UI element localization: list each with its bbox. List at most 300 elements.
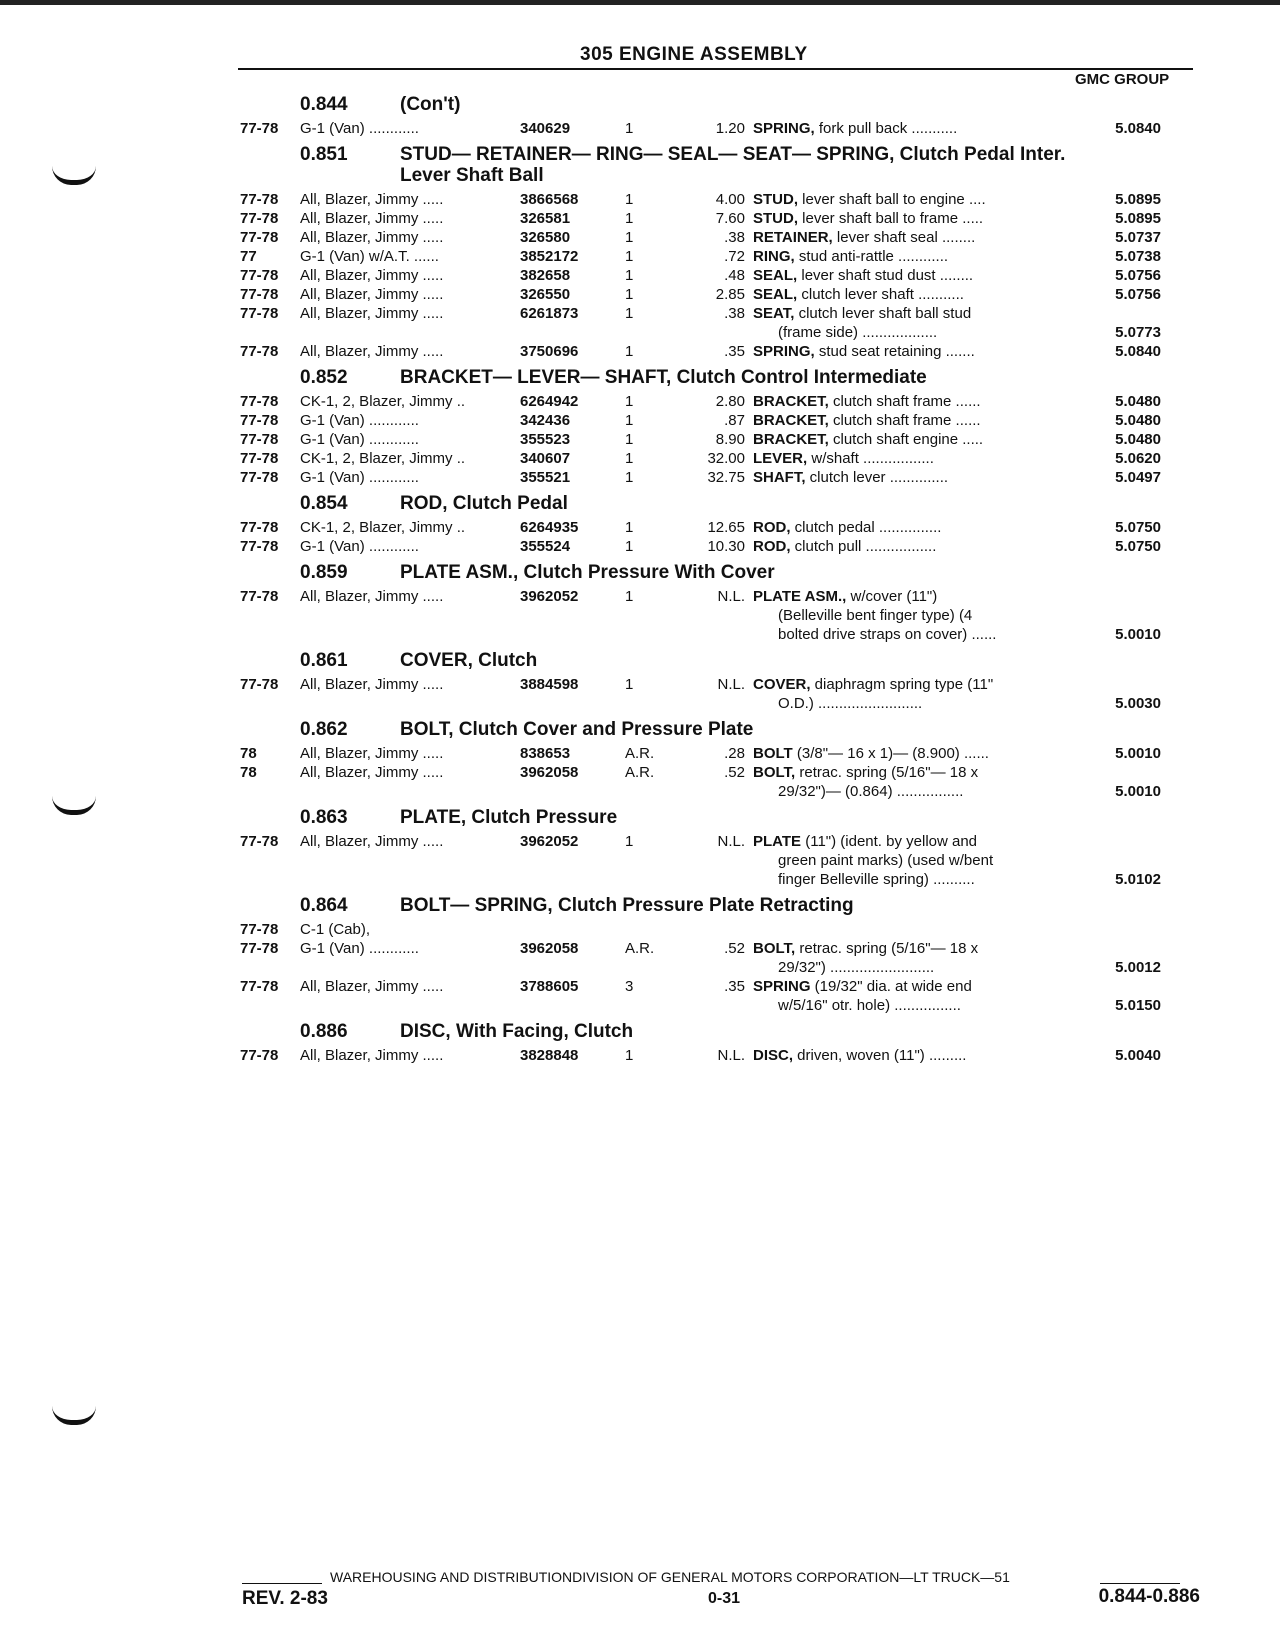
list-price: N.L.	[717, 588, 745, 605]
quantity: 1	[625, 393, 634, 410]
catalog-group: 5.0012	[1115, 959, 1161, 976]
model-applicability: G-1 (Van) ............	[300, 940, 419, 957]
part-number: 3962058	[520, 764, 579, 781]
quantity: 1	[625, 248, 634, 265]
list-price: 32.75	[707, 469, 745, 486]
list-price: 7.60	[715, 210, 745, 227]
part-row	[240, 744, 1200, 763]
list-price: 1.20	[715, 120, 745, 137]
section-heading	[240, 562, 1200, 583]
part-row	[240, 411, 1200, 430]
part-number: 838653	[520, 745, 571, 762]
catalog-group: 5.0840	[1115, 343, 1161, 360]
year-range: 77-78	[240, 286, 279, 303]
section	[240, 493, 1200, 556]
list-price: 2.80	[715, 393, 745, 410]
description-text: retrac. spring (5/16"— 18 x 29/32") .........................	[778, 940, 979, 976]
part-name: SEAL,	[753, 286, 798, 303]
quantity: 1	[625, 519, 634, 536]
part-name: SPRING	[753, 978, 811, 995]
quantity: 3	[625, 978, 634, 995]
year-range: 77-78	[240, 921, 279, 938]
quantity: A.R.	[625, 764, 655, 781]
description-text: clutch shaft frame ......	[828, 412, 981, 429]
section	[240, 895, 1200, 1015]
section-title: DISC, With Facing, Clutch	[400, 1021, 634, 1042]
catalog-group: 5.0497	[1115, 469, 1161, 486]
list-price: 10.30	[707, 538, 745, 555]
quantity: A.R.	[625, 940, 655, 957]
model-applicability: G-1 (Van) ............	[300, 431, 419, 448]
section-title: PLATE ASM., Clutch Pressure With Cover	[400, 562, 775, 583]
quantity: A.R.	[625, 745, 655, 762]
list-price: N.L.	[717, 1047, 745, 1064]
description-text: w/cover (11") (Belleville bent finger type) (4 bolted drive straps on cover) ......	[778, 588, 997, 643]
quantity: 1	[625, 210, 634, 227]
description-text: clutch pedal ...............	[790, 519, 942, 536]
model-applicability: All, Blazer, Jimmy .....	[300, 764, 444, 781]
quantity: 1	[625, 305, 634, 322]
model-applicability: All, Blazer, Jimmy .....	[300, 343, 444, 360]
description-text: stud anti-rattle ............	[794, 248, 949, 265]
part-row	[240, 266, 1200, 285]
description-text: fork pull back ...........	[814, 120, 958, 137]
section-number: 0.864	[300, 895, 348, 916]
model-applicability: CK-1, 2, Blazer, Jimmy ..	[300, 450, 466, 467]
section-number: 0.863	[300, 807, 348, 828]
part-row	[240, 518, 1200, 537]
description-text: clutch lever shaft ball stud (frame side) ..................	[778, 305, 972, 341]
description-text: stud seat retaining .......	[814, 343, 975, 360]
quantity	[625, 920, 675, 939]
list-price: 32.00	[707, 450, 745, 467]
part-number: 6261873	[520, 305, 579, 322]
year-range: 77	[240, 248, 257, 265]
list-price: .35	[724, 343, 745, 360]
section-number: 0.861	[300, 650, 348, 671]
quantity: 1	[625, 431, 634, 448]
catalog-group: 5.0773	[1115, 324, 1161, 341]
binder-hole-mark	[52, 796, 96, 815]
section-number: 0.844	[300, 94, 348, 115]
part-name: PLATE	[753, 833, 802, 850]
section	[240, 367, 1200, 487]
model-applicability: All, Blazer, Jimmy .....	[300, 267, 444, 284]
description-text: retrac. spring (5/16"— 18 x 29/32")— (0.864) ................	[778, 764, 979, 800]
part-description	[753, 518, 1071, 537]
part-number: 3884598	[520, 676, 579, 693]
model-applicability: All, Blazer, Jimmy .....	[300, 305, 444, 322]
section-number: 0.886	[300, 1021, 348, 1042]
part-row	[240, 392, 1200, 411]
section-title: BRACKET— LEVER— SHAFT, Clutch Control Intermediate	[400, 367, 927, 388]
model-applicability: All, Blazer, Jimmy .....	[300, 210, 444, 227]
part-row	[240, 304, 1200, 342]
catalog-group: 5.0040	[1115, 1047, 1161, 1064]
catalog-group: 5.0750	[1115, 538, 1161, 555]
model-applicability: All, Blazer, Jimmy .....	[300, 588, 444, 605]
part-row	[240, 832, 1200, 889]
quantity: 1	[625, 343, 634, 360]
list-price: N.L.	[717, 676, 745, 693]
revision-label: REV. 2-83	[242, 1588, 328, 1609]
part-description	[753, 675, 1071, 713]
section-title: PLATE, Clutch Pressure	[400, 807, 618, 828]
list-price: 12.65	[707, 519, 745, 536]
year-range: 77-78	[240, 393, 279, 410]
section-heading	[240, 94, 1200, 115]
part-number: 3962052	[520, 833, 579, 850]
model-applicability: G-1 (Van) ............	[300, 469, 419, 486]
list-price: N.L.	[717, 833, 745, 850]
model-applicability: CK-1, 2, Blazer, Jimmy ..	[300, 393, 466, 410]
part-number: 326580	[520, 229, 571, 246]
year-range: 77-78	[240, 588, 279, 605]
part-description	[753, 285, 1071, 304]
section-heading	[240, 895, 1200, 916]
model-applicability: All, Blazer, Jimmy .....	[300, 676, 444, 693]
description-text: driven, woven (11") .........	[793, 1047, 967, 1064]
binder-hole-mark	[52, 1406, 96, 1425]
part-name: RETAINER,	[753, 229, 833, 246]
section-title: (Con't)	[400, 94, 461, 115]
description-text: (11") (ident. by yellow and green paint marks) (used w/bent finger Belleville spring) ..........	[778, 833, 994, 888]
year-range: 77-78	[240, 1047, 279, 1064]
part-number: 3750696	[520, 343, 579, 360]
year-range: 77-78	[240, 191, 279, 208]
part-row	[240, 977, 1200, 1015]
part-description	[753, 119, 1071, 138]
section	[240, 562, 1200, 644]
description-text: clutch lever shaft ...........	[797, 286, 964, 303]
part-number: 3828848	[520, 1047, 579, 1064]
part-description	[753, 228, 1071, 247]
description-text: clutch pull .................	[790, 538, 937, 555]
part-description	[753, 266, 1071, 285]
part-row	[240, 763, 1200, 801]
year-range: 77-78	[240, 120, 279, 137]
list-price: .72	[724, 248, 745, 265]
parts-list	[240, 94, 1200, 1071]
model-applicability: G-1 (Van) ............	[300, 412, 419, 429]
section-title: COVER, Clutch	[400, 650, 538, 671]
section-heading	[240, 807, 1200, 828]
part-number: 326581	[520, 210, 571, 227]
part-number: 6264935	[520, 519, 579, 536]
quantity: 1	[625, 538, 634, 555]
part-name: RING,	[753, 248, 795, 265]
part-number	[520, 920, 625, 939]
year-range: 77-78	[240, 267, 279, 284]
part-description	[753, 1046, 1071, 1065]
part-row	[240, 1046, 1200, 1065]
description-text: diaphragm spring type (11" O.D.) .........................	[778, 676, 994, 712]
part-description	[753, 392, 1071, 411]
part-row	[240, 430, 1200, 449]
part-description	[753, 209, 1071, 228]
part-description	[753, 411, 1071, 430]
part-name: BOLT,	[753, 764, 796, 781]
part-row	[240, 209, 1200, 228]
part-name: BRACKET,	[753, 393, 829, 410]
list-price: 4.00	[715, 191, 745, 208]
footer-rule-left	[242, 1583, 322, 1584]
part-name: SEAL,	[753, 267, 798, 284]
part-name: BOLT,	[753, 940, 796, 957]
section	[240, 807, 1200, 889]
part-name: PLATE ASM.,	[753, 588, 847, 605]
quantity: 1	[625, 1047, 634, 1064]
catalog-group: 5.0030	[1115, 695, 1161, 712]
part-row	[240, 468, 1200, 487]
page-number: 0-31	[708, 1590, 741, 1607]
year-range: 77-78	[240, 229, 279, 246]
section-number: 0.854	[300, 493, 348, 514]
part-name: COVER,	[753, 676, 811, 693]
description-text: lever shaft ball to frame .....	[798, 210, 984, 227]
catalog-group: 5.0480	[1115, 393, 1161, 410]
part-row	[240, 285, 1200, 304]
list-price: .52	[724, 764, 745, 781]
model-applicability: G-1 (Van) ............	[300, 538, 419, 555]
description-text: w/shaft .................	[807, 450, 934, 467]
part-number: 340607	[520, 450, 571, 467]
part-number: 3852172	[520, 248, 579, 265]
part-number: 3788605	[520, 978, 579, 995]
section	[240, 1021, 1200, 1065]
model-applicability: All, Blazer, Jimmy .....	[300, 833, 444, 850]
binder-hole-mark	[52, 166, 96, 185]
year-range: 77-78	[240, 412, 279, 429]
section	[240, 94, 1200, 138]
list-price: 8.90	[715, 431, 745, 448]
part-description	[753, 247, 1071, 266]
list-price	[675, 920, 753, 939]
catalog-group: 5.0010	[1115, 783, 1161, 800]
model-applicability: G-1 (Van) ............	[300, 120, 419, 137]
part-row	[240, 247, 1200, 266]
part-row	[240, 342, 1200, 361]
section-title: STUD— RETAINER— RING— SEAL— SEAT— SPRING, Clutch Pedal Inter. Lever Shaft Ball	[400, 144, 1066, 186]
top-border	[0, 0, 1280, 5]
page-title: 305 ENGINE ASSEMBLY	[580, 44, 808, 65]
year-range: 77-78	[240, 343, 279, 360]
part-number: 382658	[520, 267, 571, 284]
part-row	[240, 228, 1200, 247]
model-applicability: CK-1, 2, Blazer, Jimmy ..	[300, 519, 466, 536]
catalog-group: 5.0480	[1115, 412, 1161, 429]
quantity: 1	[625, 833, 634, 850]
quantity: 1	[625, 469, 634, 486]
section-heading	[240, 719, 1200, 740]
part-name: BRACKET,	[753, 412, 829, 429]
part-row	[240, 939, 1200, 977]
list-price: .52	[724, 940, 745, 957]
part-description	[753, 430, 1071, 449]
year-range: 77-78	[240, 469, 279, 486]
catalog-group: 5.0102	[1115, 871, 1161, 888]
quantity: 1	[625, 412, 634, 429]
catalog-group: 5.0895	[1115, 210, 1161, 227]
list-price: .48	[724, 267, 745, 284]
section-title: BOLT— SPRING, Clutch Pressure Plate Retracting	[400, 895, 854, 916]
quantity: 1	[625, 120, 634, 137]
model-applicability: All, Blazer, Jimmy .....	[300, 286, 444, 303]
part-description	[753, 763, 1071, 801]
part-description	[753, 190, 1071, 209]
section-number: 0.851	[300, 144, 348, 165]
part-name: ROD,	[753, 519, 791, 536]
section-heading	[240, 650, 1200, 671]
catalog-group: 5.0840	[1115, 120, 1161, 137]
list-price: .87	[724, 412, 745, 429]
part-number: 6264942	[520, 393, 579, 410]
part-description	[753, 537, 1071, 556]
part-number: 3962058	[520, 940, 579, 957]
catalog-group: 5.0756	[1115, 286, 1161, 303]
description-text: lever shaft stud dust ........	[797, 267, 974, 284]
catalog-group: 5.0150	[1115, 997, 1161, 1014]
part-number: 326550	[520, 286, 571, 303]
part-number: 355523	[520, 431, 571, 448]
section-number: 0.859	[300, 562, 348, 583]
part-row	[240, 119, 1200, 138]
quantity: 1	[625, 450, 634, 467]
description-text: clutch lever ..............	[805, 469, 949, 486]
title-rule	[238, 68, 1193, 70]
model-applicability: All, Blazer, Jimmy .....	[300, 978, 444, 995]
part-number: 340629	[520, 120, 571, 137]
footer-publisher: WAREHOUSING AND DISTRIBUTIONDIVISION OF GENERAL MOTORS CORPORATION—LT TRUCK—51	[330, 1569, 1010, 1585]
description-text: clutch shaft engine .....	[828, 431, 984, 448]
part-number: 3866568	[520, 191, 579, 208]
part-name: SPRING,	[753, 343, 815, 360]
catalog-group: 5.0010	[1115, 745, 1161, 762]
catalog-group: 5.0895	[1115, 191, 1161, 208]
description-text: clutch shaft frame ......	[828, 393, 981, 410]
year-range: 77-78	[240, 538, 279, 555]
part-row	[240, 675, 1200, 713]
part-name: SEAT,	[753, 305, 795, 322]
year-range: 77-78	[240, 519, 279, 536]
list-price: .38	[724, 229, 745, 246]
part-name: BRACKET,	[753, 431, 829, 448]
year-range: 78	[240, 764, 257, 781]
section-number: 0.862	[300, 719, 348, 740]
part-row	[240, 920, 1200, 939]
section	[240, 144, 1200, 361]
part-description	[753, 587, 1071, 644]
model-applicability: All, Blazer, Jimmy .....	[300, 1047, 444, 1064]
part-name: LEVER,	[753, 450, 808, 467]
catalog-group: 5.0738	[1115, 248, 1161, 265]
part-row	[240, 587, 1200, 644]
section-heading	[240, 367, 1200, 388]
year-range: 77-78	[240, 676, 279, 693]
year-range: 77-78	[240, 431, 279, 448]
list-price: .35	[724, 978, 745, 995]
description-text: (3/8"— 16 x 1)— (8.900) ......	[792, 745, 989, 762]
part-name: ROD,	[753, 538, 791, 555]
part-row	[240, 537, 1200, 556]
part-description	[753, 744, 1071, 763]
group-label: GMC GROUP	[1075, 71, 1170, 88]
model-applicability: All, Blazer, Jimmy .....	[300, 191, 444, 208]
quantity: 1	[625, 229, 634, 246]
catalog-group: 5.0756	[1115, 267, 1161, 284]
part-number: 355521	[520, 469, 571, 486]
list-price: .38	[724, 305, 745, 322]
quantity: 1	[625, 286, 634, 303]
description-text: lever shaft ball to engine ....	[798, 191, 986, 208]
list-price: 2.85	[715, 286, 745, 303]
year-range: 77-78	[240, 833, 279, 850]
model-applicability: G-1 (Van) w/A.T. ......	[300, 248, 439, 265]
part-name: DISC,	[753, 1047, 794, 1064]
part-name: STUD,	[753, 191, 798, 208]
catalog-group: 5.0737	[1115, 229, 1161, 246]
section-heading	[240, 1021, 1200, 1042]
section	[240, 650, 1200, 713]
description-text: (19/32" dia. at wide end w/5/16" otr. hole) ................	[778, 978, 972, 1014]
list-price: .28	[724, 745, 745, 762]
quantity: 1	[625, 191, 634, 208]
section-title: ROD, Clutch Pedal	[400, 493, 568, 514]
part-name: SPRING,	[753, 120, 815, 137]
section-number: 0.852	[300, 367, 348, 388]
quantity: 1	[625, 676, 634, 693]
year-range: 77-78	[240, 305, 279, 322]
year-range: 78	[240, 745, 257, 762]
part-description	[753, 977, 1071, 1015]
part-number: 342436	[520, 412, 571, 429]
part-name: BOLT	[753, 745, 793, 762]
part-number: 355524	[520, 538, 571, 555]
part-name: SHAFT,	[753, 469, 806, 486]
model-applicability: All, Blazer, Jimmy .....	[300, 229, 444, 246]
section	[240, 719, 1200, 801]
part-description	[753, 832, 1071, 889]
part-name: STUD,	[753, 210, 798, 227]
section-title: BOLT, Clutch Cover and Pressure Plate	[400, 719, 754, 740]
section-heading	[240, 144, 1200, 186]
section-heading	[240, 493, 1200, 514]
quantity: 1	[625, 588, 634, 605]
quantity: 1	[625, 267, 634, 284]
year-range: 77-78	[240, 978, 279, 995]
footer-rule-right	[1100, 1583, 1180, 1584]
part-description	[753, 468, 1071, 487]
description-text: lever shaft seal ........	[832, 229, 976, 246]
catalog-group: 5.0010	[1115, 626, 1161, 643]
catalog-group: 5.0480	[1115, 431, 1161, 448]
year-range: 77-78	[240, 940, 279, 957]
year-range: 77-78	[240, 450, 279, 467]
part-description	[753, 920, 1071, 939]
section-range: 0.844-0.886	[1098, 1586, 1200, 1607]
part-row	[240, 449, 1200, 468]
part-description	[753, 939, 1071, 977]
part-description	[753, 304, 1071, 342]
part-number: 3962052	[520, 588, 579, 605]
year-range: 77-78	[240, 210, 279, 227]
model-applicability: All, Blazer, Jimmy .....	[300, 745, 444, 762]
catalog-group: 5.0620	[1115, 450, 1161, 467]
catalog-group: 5.0750	[1115, 519, 1161, 536]
part-row	[240, 190, 1200, 209]
model-applicability: C-1 (Cab),	[300, 921, 371, 938]
part-description	[753, 449, 1071, 468]
